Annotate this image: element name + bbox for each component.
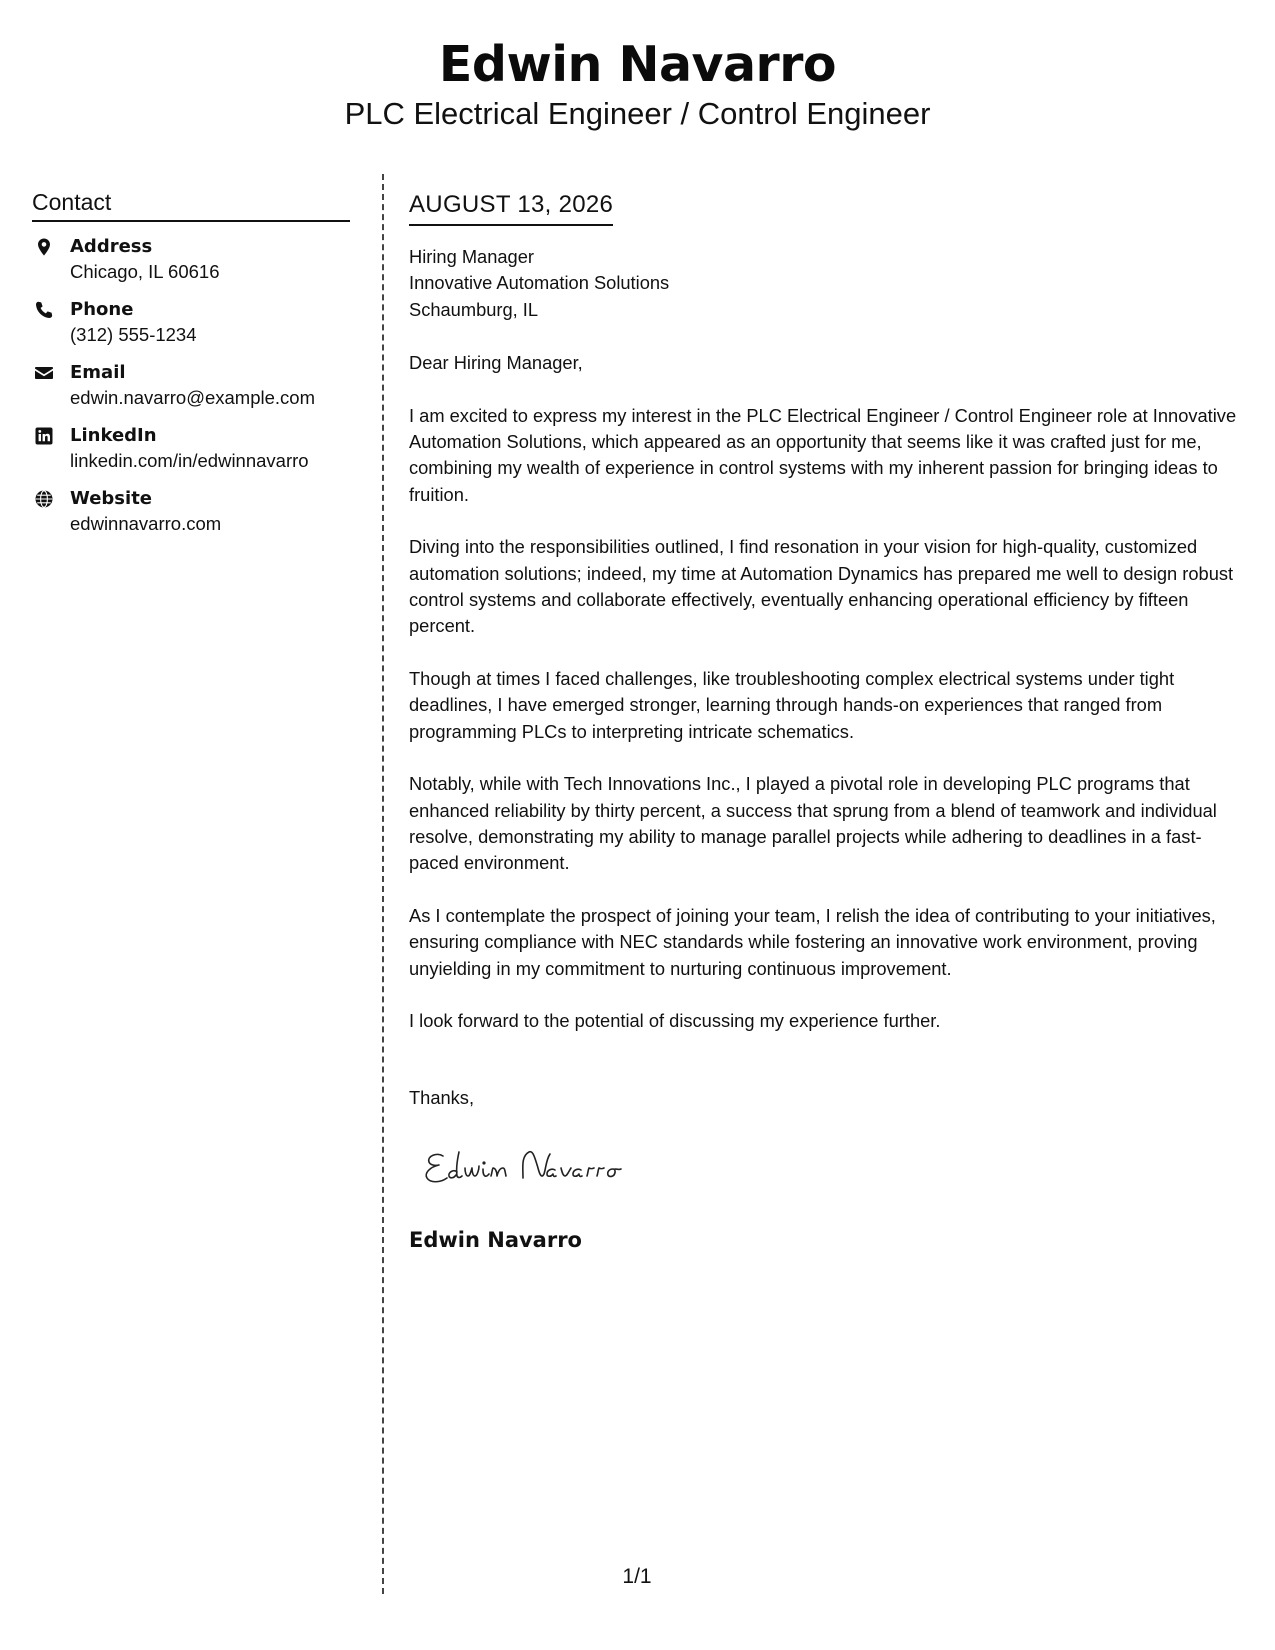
column-divider (382, 174, 384, 1594)
recipient-line: Innovative Automation Solutions (409, 272, 670, 294)
envelope-icon (34, 363, 54, 383)
contact-value: Chicago, IL 60616 (70, 261, 220, 282)
letter-paragraph: Though at times I faced challenges, like troubleshooting complex electrical systems under tight deadlines, I have emerged stronger, learning through hands-on experiences that ranged from programming PLCs to interpreting intricate schematics. (409, 667, 1175, 742)
letter-paragraph: As I contemplate the prospect of joining your team, I relish the idea of contributing to your initiatives, ensuring compliance with NEC standards while fostering an innovative work environment, proving unyielding in my commitment to nurturing continuous improvement. (409, 904, 1216, 979)
contact-value: linkedin.com/in/edwinnavarro (70, 450, 309, 471)
letter-paragraph: I am excited to express my interest in the PLC Electrical Engineer / Control Engineer role at Innovative Automation Solutions, which appeared as an opportunity that seems like it was crafted just for me, combining my wealth of experience in control systems with my inherent passion for bringing ideas to fruition. (409, 404, 1237, 505)
contact-label: Website (70, 488, 153, 509)
letter-paragraph: Notably, while with Tech Innovations Inc., I played a pivotal role in developing PLC programs that enhanced reliability by thirty percent, a success that sprung from a blend of teamwork and individual resolve, demonstrating my ability to manage parallel projects while adhering to deadlines in a fast-paced environment. (409, 773, 1217, 874)
closing-phrase: Thanks, (409, 1087, 475, 1109)
applicant-title: PLC Electrical Engineer / Control Engineer (344, 96, 931, 131)
letter-paragraph: Diving into the responsibilities outlined, I find resonation in your vision for high-quality, customized automation solutions; indeed, my time at Automation Dynamics has prepared me well to design robust control systems and collaborate effectively, eventually enhancing operational efficiency by fifteen percent. (409, 536, 1234, 637)
contact-item-website (32, 487, 350, 550)
salutation: Dear Hiring Manager, (409, 352, 583, 374)
contact-heading: Contact (32, 188, 350, 222)
linkedin-icon (34, 426, 54, 446)
handwritten-signature (419, 1138, 1249, 1202)
letter-paragraph: I look forward to the potential of discussing my experience further. (409, 1009, 941, 1031)
globe-icon (34, 489, 54, 509)
recipient-line: Schaumburg, IL (409, 298, 539, 320)
contact-value: edwin.navarro@example.com (70, 387, 315, 408)
letter-header (0, 36, 1275, 133)
contact-value: edwinnavarro.com (70, 513, 222, 534)
letter-date: AUGUST 13, 2026 (409, 190, 613, 226)
phone-icon (34, 300, 54, 320)
letter-body (409, 190, 1249, 1254)
recipient-line: Hiring Manager (409, 246, 534, 267)
contact-item-linkedin (32, 424, 350, 487)
contact-label: Email (70, 362, 126, 383)
recipient-block (409, 244, 1249, 323)
contact-list (32, 235, 350, 550)
contact-item-phone (32, 298, 350, 361)
map-pin-icon (34, 237, 54, 257)
contact-label: LinkedIn (70, 425, 157, 446)
applicant-name: Edwin Navarro (438, 36, 837, 93)
contact-item-address (32, 235, 350, 298)
contact-sidebar (32, 188, 350, 550)
signer-name: Edwin Navarro (409, 1227, 582, 1252)
contact-label: Address (70, 236, 153, 257)
contact-value: (312) 555-1234 (70, 324, 197, 345)
page-number: 1/1 (622, 1565, 652, 1588)
contact-label: Phone (70, 299, 134, 320)
contact-item-email (32, 361, 350, 424)
